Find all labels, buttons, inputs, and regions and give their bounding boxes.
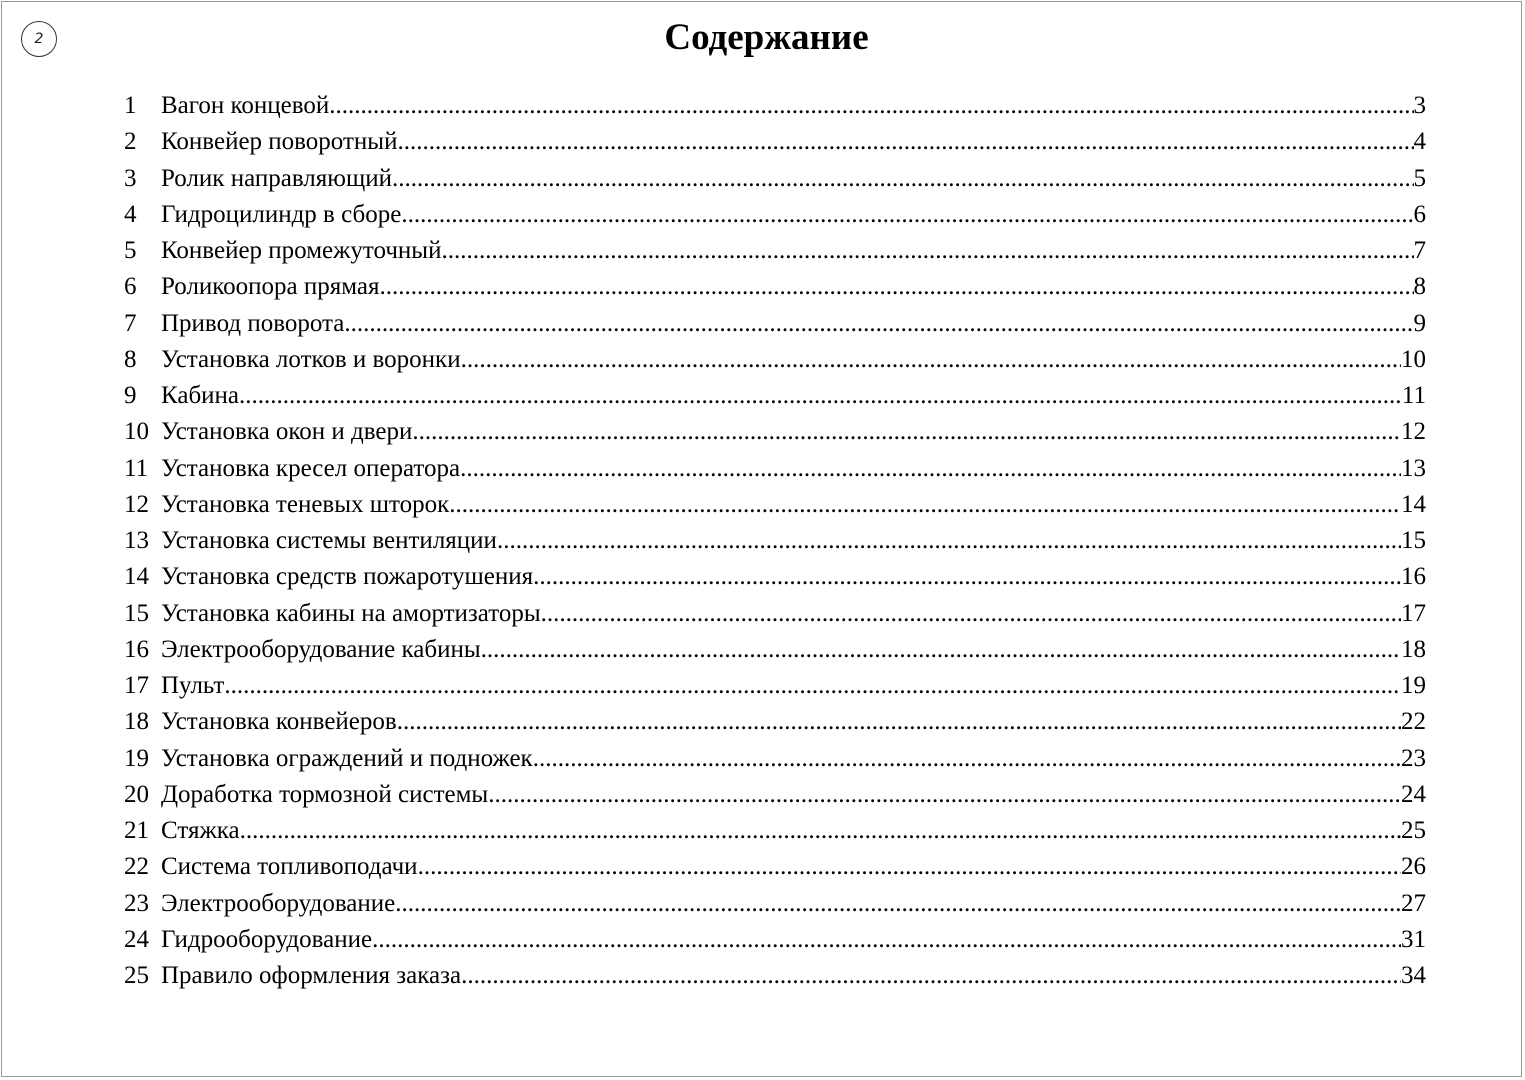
toc-entry-page: 13 — [1401, 454, 1426, 482]
toc-entry-title: Установка теневых шторок — [161, 490, 450, 518]
toc-dot-leader — [488, 777, 1401, 813]
toc-entry[interactable] — [124, 306, 1426, 342]
toc-entry[interactable] — [124, 632, 1426, 668]
toc-entry-title: Кабина — [161, 382, 240, 409]
toc-entry[interactable] — [124, 886, 1426, 922]
toc-entry-page: 17 — [1401, 599, 1426, 627]
toc-entry-page: 5 — [1413, 164, 1426, 192]
toc-entry-title: Конвейер поворотный — [161, 128, 398, 156]
toc-entry-number: 8 — [124, 345, 137, 373]
toc-entry-title: Правило оформления заказа — [161, 962, 462, 989]
toc-entry-number: 4 — [124, 200, 137, 228]
toc-dot-leader — [461, 342, 1401, 378]
toc-dot-leader — [395, 886, 1401, 922]
toc-entry-title: Установка кресел оператора — [161, 454, 461, 482]
toc-entry-title: Установка ограждений и подножек — [161, 744, 533, 772]
toc-entry-page: 10 — [1401, 345, 1426, 373]
toc-entry-title: Гидроцилиндр в сборе — [161, 200, 402, 228]
toc-entry-title: Установка конвейеров — [161, 708, 397, 736]
toc-entry-title: Установка окон и двери — [161, 418, 413, 446]
toc-entry-page: 15 — [1401, 527, 1426, 554]
toc-entry-page: 16 — [1401, 563, 1426, 591]
table-of-contents — [124, 88, 1426, 994]
toc-dot-leader — [397, 124, 1413, 160]
toc-entry-page: 3 — [1413, 92, 1426, 119]
toc-entry[interactable] — [124, 596, 1426, 632]
toc-entry-title: Конвейер промежуточный — [161, 237, 442, 264]
toc-entry-title: Доработка тормозной системы — [161, 780, 489, 808]
toc-entry-number: 3 — [124, 164, 137, 192]
toc-dot-leader — [449, 487, 1401, 523]
toc-entry-number: 18 — [124, 708, 149, 736]
toc-entry-page: 23 — [1401, 744, 1426, 772]
toc-entry-page: 34 — [1401, 962, 1426, 989]
toc-entry-number: 9 — [124, 382, 137, 409]
toc-dot-leader — [224, 668, 1401, 704]
toc-dot-leader — [397, 704, 1401, 740]
toc-dot-leader — [541, 596, 1401, 632]
toc-entry-number: 14 — [124, 563, 149, 591]
toc-entry-number: 21 — [124, 817, 149, 844]
toc-entry[interactable] — [124, 849, 1426, 885]
toc-entry-title: Гидрооборудование — [161, 925, 373, 953]
toc-entry-number: 17 — [124, 672, 149, 699]
toc-entry-number: 20 — [124, 780, 149, 808]
toc-entry-title: Стяжка — [161, 817, 240, 844]
toc-dot-leader — [329, 88, 1413, 124]
toc-entry-number: 12 — [124, 490, 149, 518]
toc-dot-leader — [460, 451, 1401, 487]
toc-entry-page: 7 — [1413, 237, 1426, 264]
toc-entry-title: Установка лотков и воронки — [161, 345, 461, 373]
toc-entry-number: 25 — [124, 962, 149, 989]
toc-dot-leader — [481, 632, 1401, 668]
toc-entry-number: 11 — [124, 454, 149, 482]
toc-entry[interactable] — [124, 559, 1426, 595]
toc-entry-title: Установка кабины на амортизаторы — [161, 599, 541, 627]
toc-entry-number: 2 — [124, 128, 137, 156]
toc-entry[interactable] — [124, 922, 1426, 958]
toc-entry-title: Система топливоподачи — [161, 853, 418, 881]
toc-entry[interactable] — [124, 777, 1426, 813]
toc-entry-title: Вагон концевой — [161, 92, 330, 119]
toc-dot-leader — [401, 197, 1413, 233]
toc-dot-leader — [240, 813, 1401, 849]
toc-entry-page: 18 — [1401, 635, 1426, 663]
toc-entry-title: Электрооборудование — [161, 889, 396, 917]
toc-entry-number: 13 — [124, 527, 149, 554]
toc-entry-number: 7 — [124, 309, 137, 337]
toc-entry-page: 31 — [1401, 925, 1426, 953]
toc-entry[interactable] — [124, 487, 1426, 523]
toc-entry[interactable] — [124, 233, 1426, 269]
toc-entry[interactable] — [124, 451, 1426, 487]
page-title: Содержание — [664, 17, 869, 58]
toc-entry-number: 10 — [124, 418, 149, 446]
toc-dot-leader — [497, 523, 1401, 559]
toc-dot-leader — [533, 559, 1401, 595]
toc-dot-leader — [372, 922, 1401, 958]
toc-entry-title: Электрооборудование кабины — [161, 635, 481, 663]
toc-dot-leader — [418, 849, 1401, 885]
toc-entry[interactable] — [124, 523, 1426, 559]
toc-entry-number: 19 — [124, 744, 149, 772]
toc-entry-page: 12 — [1401, 418, 1426, 446]
toc-dot-leader — [380, 269, 1414, 305]
toc-entry-page: 19 — [1401, 672, 1426, 699]
toc-entry-page: 27 — [1401, 889, 1426, 917]
toc-entry[interactable] — [124, 668, 1426, 704]
toc-entry-page: 24 — [1401, 780, 1426, 808]
toc-entry[interactable] — [124, 269, 1426, 305]
toc-entry-number: 23 — [124, 889, 149, 917]
toc-entry[interactable] — [124, 704, 1426, 740]
toc-entry[interactable] — [124, 342, 1426, 378]
toc-entry-number: 6 — [124, 273, 137, 301]
toc-entry-title: Роликоопора прямая — [161, 273, 380, 301]
toc-dot-leader — [344, 306, 1413, 342]
toc-dot-leader — [533, 741, 1401, 777]
toc-entry-number: 24 — [124, 925, 149, 953]
toc-entry[interactable] — [124, 124, 1426, 160]
toc-entry[interactable] — [124, 741, 1426, 777]
toc-entry-number: 22 — [124, 853, 149, 881]
toc-entry[interactable] — [124, 197, 1426, 233]
sheet-number-badge: 2 — [21, 21, 57, 57]
toc-entry-number: 16 — [124, 635, 149, 663]
toc-entry-page: 4 — [1413, 128, 1426, 156]
toc-dot-leader — [461, 958, 1401, 994]
toc-entry-title: Привод поворота — [161, 309, 345, 337]
toc-entry-page: 25 — [1401, 817, 1426, 844]
toc-entry-page: 11 — [1401, 382, 1426, 409]
toc-entry[interactable] — [124, 88, 1426, 124]
toc-dot-leader — [392, 161, 1414, 197]
toc-dot-leader — [412, 414, 1401, 450]
toc-entry-number: 15 — [124, 599, 149, 627]
toc-dot-leader — [441, 233, 1413, 269]
toc-entry[interactable] — [124, 161, 1426, 197]
toc-entry-page: 26 — [1401, 853, 1426, 881]
toc-entry-page: 6 — [1413, 200, 1426, 228]
toc-entry[interactable] — [124, 414, 1426, 450]
toc-entry-title: Установка системы вентиляции — [161, 527, 497, 554]
toc-entry[interactable] — [124, 378, 1426, 414]
toc-entry[interactable] — [124, 958, 1426, 994]
toc-entry-page: 8 — [1413, 273, 1426, 301]
toc-entry-number: 1 — [124, 92, 137, 119]
toc-entry-title: Пульт — [161, 672, 225, 699]
toc-entry[interactable] — [124, 813, 1426, 849]
toc-dot-leader — [239, 378, 1402, 414]
toc-entry-page: 22 — [1401, 708, 1426, 736]
toc-entry-title: Установка средств пожаротушения — [161, 563, 534, 591]
toc-entry-page: 14 — [1401, 490, 1426, 518]
toc-entry-number: 5 — [124, 237, 137, 264]
toc-entry-page: 9 — [1413, 309, 1426, 337]
toc-entry-title: Ролик направляющий — [161, 164, 392, 192]
